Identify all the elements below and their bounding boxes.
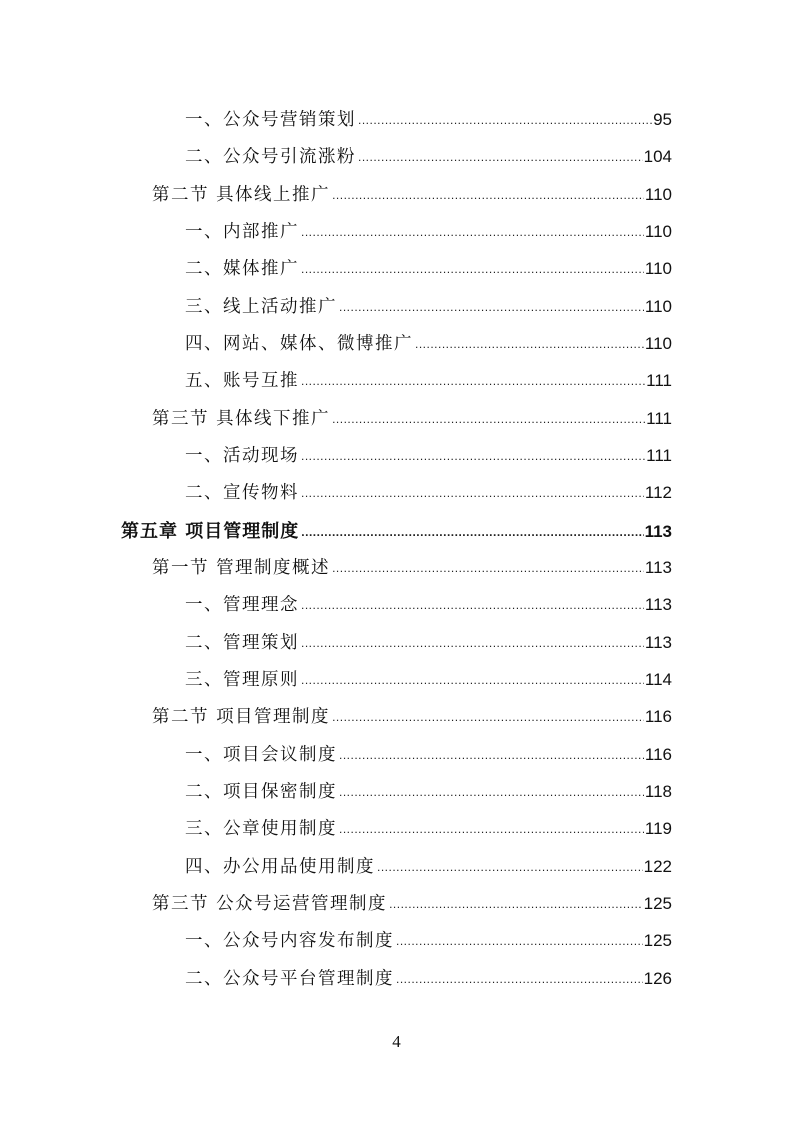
toc-entry-page: 110: [644, 222, 672, 241]
toc-entry-label: 第五章 项目管理制度: [121, 521, 300, 542]
toc-entry[interactable]: [152, 890, 672, 920]
toc-dot-leader: [332, 188, 644, 202]
toc-dot-leader: [389, 897, 643, 911]
toc-entry-label: 第三节 公众号运营管理制度: [152, 894, 388, 914]
toc-entry-page: 112: [644, 483, 672, 502]
toc-entry-label: 二、管理策划: [185, 633, 299, 653]
toc-dot-leader: [358, 113, 652, 127]
toc-entry-label: 一、项目会议制度: [185, 745, 337, 765]
toc-entry[interactable]: [185, 255, 672, 285]
toc-dot-leader: [339, 822, 644, 836]
toc-entry-label: 二、宣传物料: [185, 483, 299, 503]
toc-entry-page: 125: [643, 894, 672, 913]
toc-entry-label: 第三节 具体线下推广: [152, 409, 331, 429]
toc-entry-page: 110: [644, 297, 672, 316]
toc-entry-page: 95: [653, 110, 672, 129]
toc-entry-page: 119: [644, 819, 672, 838]
toc-entry-label: 五、账号互推: [185, 371, 299, 391]
toc-dot-leader: [377, 860, 643, 874]
toc-dot-leader: [301, 673, 644, 687]
toc-entry[interactable]: [185, 965, 672, 995]
toc-entry-page: 111: [646, 371, 672, 390]
toc-entry-label: 三、线上活动推广: [185, 297, 337, 317]
toc-entry-label: 第二节 项目管理制度: [152, 707, 331, 727]
toc-entry-page: 110: [644, 185, 672, 204]
toc-entry-label: 四、网站、媒体、微博推广: [185, 334, 413, 354]
toc-entry[interactable]: [185, 778, 672, 808]
toc-dot-leader: [301, 598, 644, 612]
toc-entry-page: 113: [644, 558, 672, 577]
toc-entry-page: 110: [644, 334, 672, 353]
toc-entry-page: 113: [644, 595, 672, 614]
toc-entry-page: 113: [644, 633, 672, 652]
toc-entry[interactable]: [185, 442, 672, 472]
toc-dot-leader: [396, 934, 643, 948]
toc-entry[interactable]: [185, 591, 672, 621]
toc-entry[interactable]: [185, 479, 672, 509]
toc-entry[interactable]: [185, 927, 672, 957]
toc-entry-label: 第二节 具体线上推广: [152, 185, 331, 205]
toc-entry[interactable]: [185, 143, 672, 173]
toc-dot-leader: [332, 710, 644, 724]
toc-entry[interactable]: [185, 218, 672, 248]
toc-dot-leader: [301, 525, 643, 539]
toc-entry[interactable]: [152, 703, 672, 733]
toc-entry[interactable]: [185, 815, 672, 845]
toc-entry-label: 一、活动现场: [185, 446, 299, 466]
toc-entry-page: 116: [644, 707, 672, 726]
toc-entry[interactable]: [185, 330, 672, 360]
toc-dot-leader: [339, 300, 644, 314]
toc-entry-page: 111: [646, 446, 672, 465]
toc-entry-page: 110: [644, 259, 672, 278]
toc-entry[interactable]: [152, 181, 672, 211]
toc-entry-page: 104: [643, 147, 672, 166]
toc-entry-page: 113: [644, 522, 672, 541]
toc-dot-leader: [301, 486, 644, 500]
toc-entry-label: 一、管理理念: [185, 595, 299, 615]
toc-dot-leader: [339, 748, 644, 762]
toc-entry-page: 114: [644, 670, 672, 689]
toc-entry-label: 三、公章使用制度: [185, 819, 337, 839]
toc-entry[interactable]: [185, 293, 672, 323]
toc-entry-page: 122: [643, 857, 672, 876]
toc-dot-leader: [396, 972, 643, 986]
toc-entry-page: 111: [646, 409, 672, 428]
toc-entry-label: 第一节 管理制度概述: [152, 558, 331, 578]
toc-entry-label: 二、项目保密制度: [185, 782, 337, 802]
toc-dot-leader: [301, 374, 645, 388]
toc-entry-page: 118: [644, 782, 672, 801]
toc-entry-label: 一、公众号内容发布制度: [185, 931, 394, 951]
toc-dot-leader: [332, 412, 645, 426]
toc-dot-leader: [415, 337, 644, 351]
toc-dot-leader: [301, 636, 644, 650]
toc-dot-leader: [332, 561, 644, 575]
toc-entry-label: 四、办公用品使用制度: [185, 857, 375, 877]
toc-entry-label: 二、公众号引流涨粉: [185, 147, 356, 167]
toc-entry[interactable]: [185, 629, 672, 659]
toc-entry-label: 一、内部推广: [185, 222, 299, 242]
toc-entry[interactable]: [152, 405, 672, 435]
toc-entry-label: 二、公众号平台管理制度: [185, 969, 394, 989]
toc-dot-leader: [301, 225, 644, 239]
toc-entry-page: 116: [644, 745, 672, 764]
toc-chapter-entry[interactable]: [121, 517, 672, 547]
toc-entry[interactable]: [185, 741, 672, 771]
toc-entry[interactable]: [185, 853, 672, 883]
toc-entry-label: 一、公众号营销策划: [185, 110, 356, 130]
toc-dot-leader: [339, 785, 644, 799]
toc-entry-page: 126: [643, 969, 672, 988]
toc-dot-leader: [301, 449, 645, 463]
page-number: 4: [392, 1032, 401, 1051]
toc-entry[interactable]: [152, 554, 672, 584]
toc-entry[interactable]: [185, 367, 672, 397]
toc-entry-label: 三、管理原则: [185, 670, 299, 690]
toc-entry[interactable]: [185, 106, 672, 136]
toc-entry-label: 二、媒体推广: [185, 259, 299, 279]
toc-dot-leader: [358, 150, 643, 164]
toc-dot-leader: [301, 262, 644, 276]
toc-entry-page: 125: [643, 931, 672, 950]
toc-entry[interactable]: [185, 666, 672, 696]
